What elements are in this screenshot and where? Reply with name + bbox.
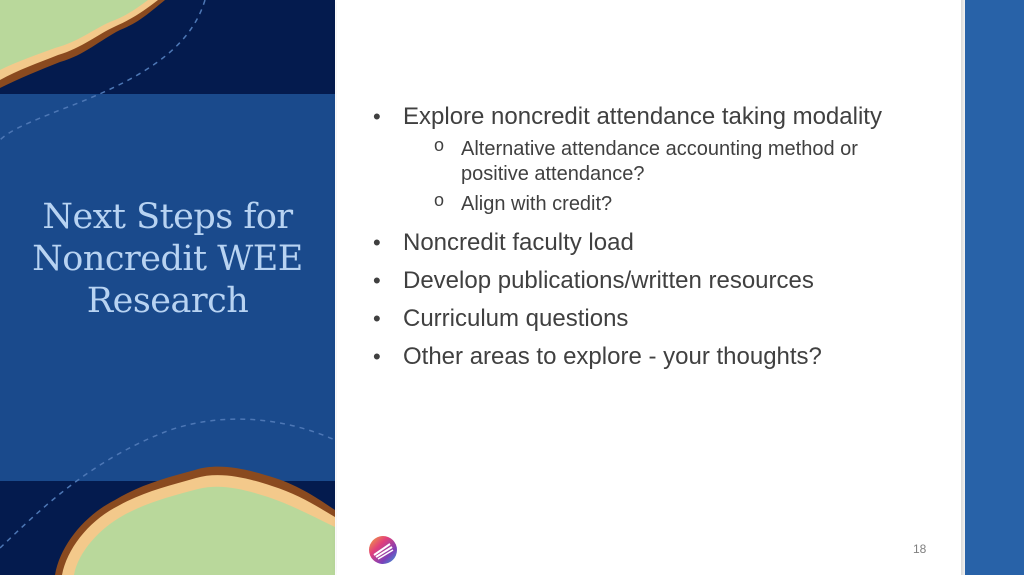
bullet-text: Develop publications/written resources — [403, 267, 814, 294]
sub-bullet-item — [403, 137, 893, 187]
bullet-text: Curriculum questions — [403, 305, 629, 332]
sub-bullet-list — [403, 137, 893, 217]
logo-icon — [369, 536, 397, 564]
bullet-marker: • — [373, 306, 381, 331]
bullet-item — [373, 343, 893, 371]
sub-bullet-text: Align with credit? — [461, 193, 613, 215]
bullet-marker: • — [373, 344, 381, 369]
right-accent-bar — [965, 0, 1024, 575]
page-number: 18 — [913, 542, 927, 556]
sub-bullet-item — [403, 192, 893, 217]
slide-title: Next Steps for Noncredit WEE Research — [32, 197, 303, 321]
bullet-marker: • — [373, 230, 381, 255]
sub-bullet-text: Alternative attendance accounting method or positive attendance? — [461, 138, 858, 185]
bullet-marker: • — [373, 268, 381, 293]
bullet-item — [373, 267, 893, 295]
bullet-text: Other areas to explore - your thoughts? — [403, 343, 822, 370]
bullet-text: Noncredit faculty load — [403, 229, 634, 256]
bullet-item — [373, 103, 893, 217]
bullet-item — [373, 229, 893, 257]
bullet-item — [373, 305, 893, 333]
sub-bullet-marker: o — [434, 190, 445, 210]
bullet-marker: • — [373, 104, 381, 129]
bullet-text: Explore noncredit attendance taking modality — [403, 103, 882, 130]
title-panel — [0, 0, 335, 575]
bullet-list — [373, 103, 893, 381]
content-area — [337, 0, 961, 575]
sub-bullet-marker: o — [434, 135, 445, 155]
